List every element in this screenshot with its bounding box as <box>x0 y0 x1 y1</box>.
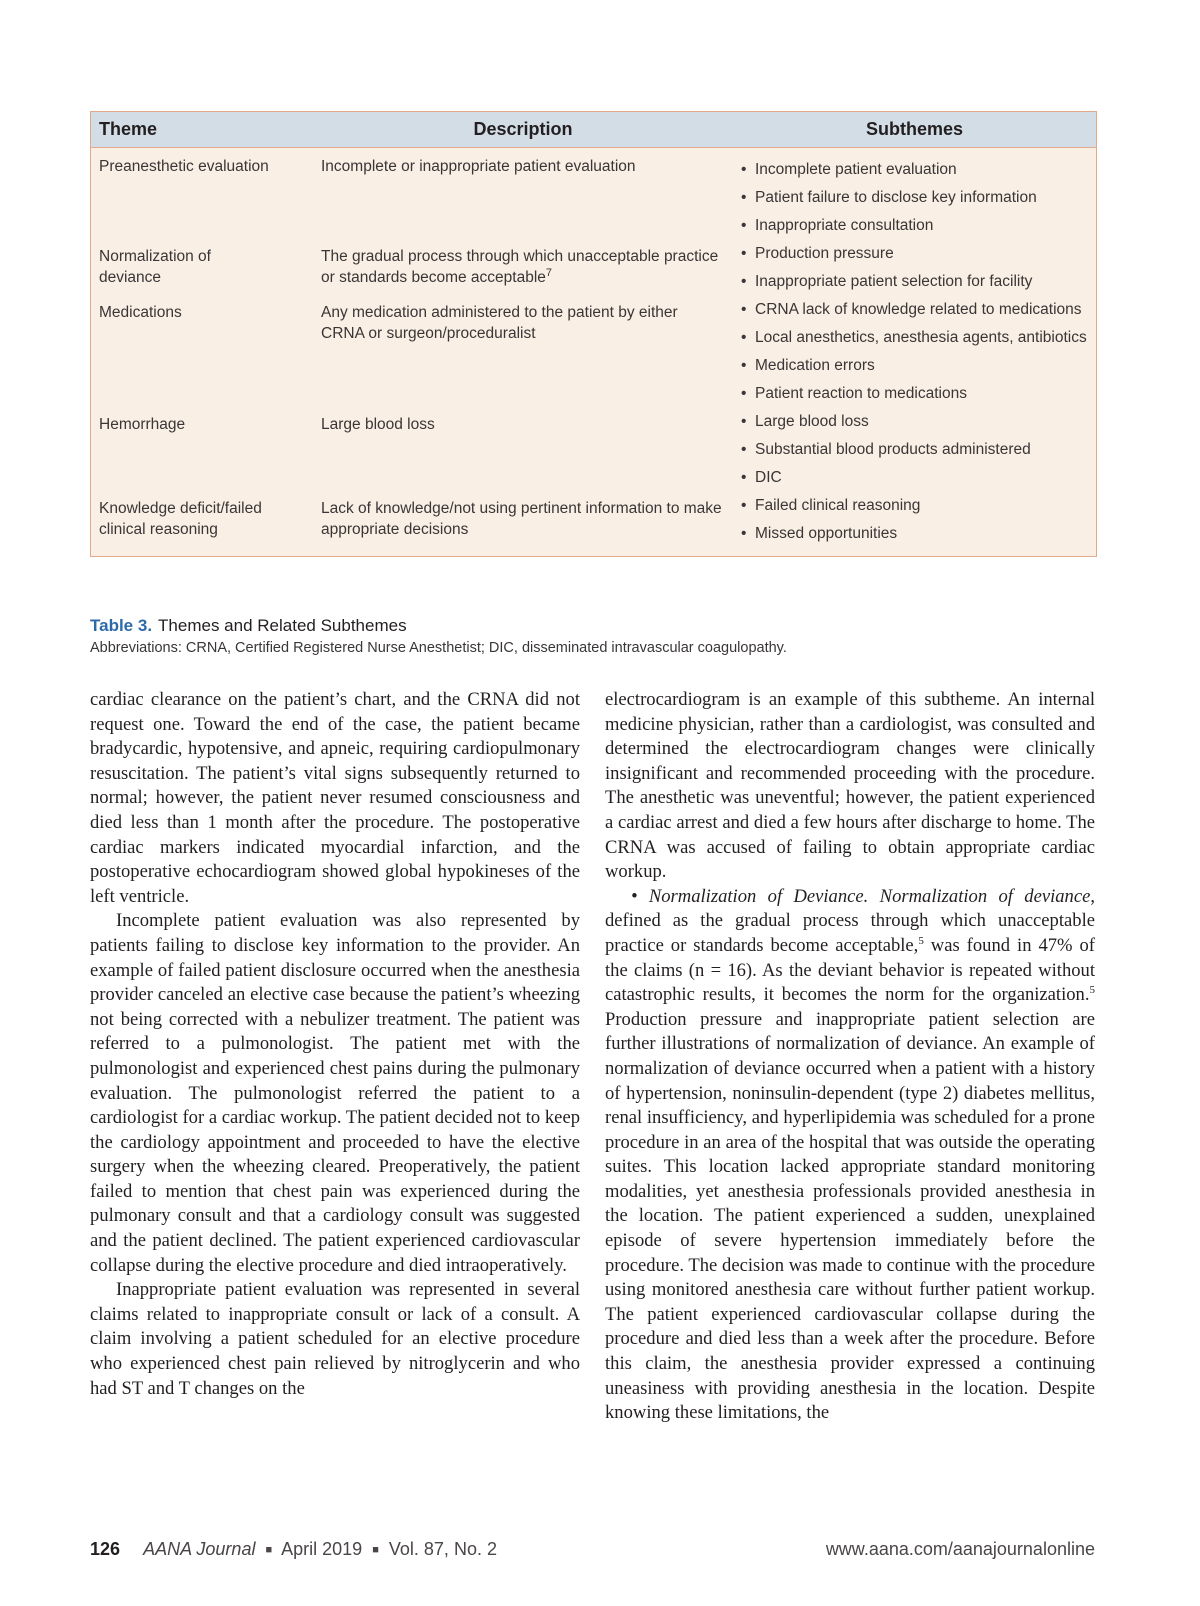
body-paragraph: electrocardiogram is an example of this subtheme. An internal medicine physician, rather than a cardiologist, was consulted and determined the electrocardiogram changes were clinically insignificant and recommended proceeding with the procedure. The anesthetic was uneventful; however, the patient experienced a cardiac arrest and died a few hours after discharge to home. The CRNA was accused of failing to obtain appropriate cardiac workup. <box>605 689 1095 883</box>
body-paragraph: cardiac clearance on the patient’s chart, and the CRNA did not request one. Toward the end of the case, the patient became bradycardic, hypotensive, and apneic, requiring cardiopulmonary resuscitation. The patient’s vital signs subsequently returned to normal; however, the patient never resumed consciousness and died less than 1 month after the procedure. The postoperative cardiac markers indicated myocardial infarction, and the postoperative echocardiogram showed global hypokineses of the left ventricle. <box>90 689 580 907</box>
body-column-right <box>605 688 1095 1426</box>
subtheme-item: • Patient failure to disclose key information <box>741 184 1088 212</box>
table-label: Table 3. <box>90 616 153 635</box>
description-cell: Any medication administered to the patient by either CRNA or surgeon/proceduralist <box>321 304 678 342</box>
table-caption <box>90 616 407 636</box>
subtheme-item: • Substantial blood products administered <box>741 436 1088 464</box>
reference-mark: 7 <box>545 266 553 279</box>
header-description: Description <box>313 112 733 148</box>
table-abbreviations: Abbreviations: CRNA, Certified Registered Nurse Anesthetist; DIC, disseminated intravascular coagulopathy. <box>90 640 787 656</box>
section-heading: • Normalization of Deviance. <box>631 885 869 907</box>
reference-mark: 5 <box>918 934 924 947</box>
table-row <box>91 240 1096 296</box>
theme-cell: Normalization of deviance <box>99 248 211 286</box>
subtheme-item: • Medication errors <box>741 352 1088 380</box>
separator-icon: ■ <box>372 1544 379 1556</box>
subtheme-item: • Large blood loss <box>741 408 1088 436</box>
page-footer <box>90 1539 1095 1560</box>
subtheme-item: • Patient reaction to medications <box>741 380 1088 408</box>
subthemes-cell <box>733 296 1096 408</box>
body-paragraph: Inappropriate patient evaluation was represented in several claims related to inappropriate consult or lack of a consult. A claim involving a patient scheduled for an elective procedure who experienced chest pain relieved by nitroglycerin and who had ST and T changes on the <box>90 1279 580 1399</box>
subtheme-item: • Production pressure <box>741 240 1088 268</box>
defined-term: Normalization of deviance <box>879 885 1091 907</box>
journal-name: AANA Journal <box>143 1539 256 1559</box>
subthemes-cell <box>733 148 1096 241</box>
body-text: was found in 47% of the claims (n = 16). As the deviant behavior is repeated without catastrophic results, it becomes the norm for the organization. <box>605 934 1095 1006</box>
subtheme-item: • Local anesthetics, anesthesia agents, antibiotics <box>741 324 1088 352</box>
header-subthemes: Subthemes <box>733 112 1096 148</box>
header-theme: Theme <box>91 112 313 148</box>
description-text: The gradual process through which unacceptable practice or standards become acceptable <box>321 248 719 286</box>
reference-mark: 5 <box>1089 983 1095 996</box>
theme-cell: Preanesthetic evaluation <box>99 158 269 175</box>
body-paragraph <box>605 885 1095 1426</box>
journal-url[interactable]: www.aana.com/aanajournalonline <box>825 1539 1095 1559</box>
separator-icon: ■ <box>265 1544 273 1556</box>
description-cell: Large blood loss <box>321 416 435 433</box>
issue-date: April 2019 <box>281 1539 363 1559</box>
subthemes-cell <box>733 492 1096 556</box>
description-cell: Incomplete or inappropriate patient evaluation <box>321 158 636 175</box>
subtheme-item: • Inappropriate consultation <box>741 212 1088 240</box>
subthemes-cell <box>733 240 1096 296</box>
theme-cell: Hemorrhage <box>99 416 186 433</box>
table-row <box>91 492 1096 556</box>
body-column-left <box>90 688 580 1401</box>
volume-info: Vol. 87, No. 2 <box>388 1539 497 1559</box>
subtheme-item: • DIC <box>741 464 1088 492</box>
page-number: 126 <box>90 1539 121 1559</box>
subthemes-cell <box>733 408 1096 492</box>
table-title: Themes and Related Subthemes <box>158 616 407 635</box>
table-row <box>91 296 1096 408</box>
body-text: , defined as the gradual process through which unacceptable practice or standards become acceptable, <box>605 885 1096 956</box>
description-cell: Lack of knowledge/not using pertinent information to make appropriate decisions <box>321 500 722 538</box>
subtheme-item: • Missed opportunities <box>741 520 1088 548</box>
subtheme-item: • Inappropriate patient selection for facility <box>741 268 1088 296</box>
description-cell <box>313 240 733 296</box>
subtheme-item: • CRNA lack of knowledge related to medications <box>741 296 1088 324</box>
table-row <box>91 408 1096 492</box>
theme-cell: Knowledge deficit/failed clinical reasoning <box>99 500 262 538</box>
table-row <box>91 148 1096 241</box>
themes-table <box>90 111 1097 557</box>
body-paragraph: Incomplete patient evaluation was also represented by patients failing to disclose key information to the provider. An example of failed patient disclosure occurred when the anesthesia provider canceled an elective case because the patient’s wheezing not being corrected with a nebulizer treatment. The patient was referred to a pulmonologist. The patient met with the pulmonologist and experienced chest pains during the pulmonary evaluation. The pulmonologist referred the patient to a cardiologist for a cardiac workup. The patient decided not to keep the cardiology appointment and proceeded to have the elective surgery when the wheezing cleared. Preoperatively, the patient failed to mention that chest pain was experienced during the pulmonary consult and that a cardiology consult was suggested and the patient declined. The patient experienced cardiovascular collapse during the elective procedure and died intraoperatively. <box>90 910 580 1276</box>
subtheme-item: • Incomplete patient evaluation <box>741 156 1088 184</box>
subtheme-item: • Failed clinical reasoning <box>741 492 1088 520</box>
theme-cell: Medications <box>99 304 182 321</box>
table-header-row <box>91 112 1096 148</box>
body-text: Production pressure and inappropriate patient selection are further illustrations of normalization of deviance. An example of normalization of deviance occurred when a patient with a history of hypertension, noninsulin-dependent (type 2) diabetes mellitus, renal insufficiency, and hyperlipidemia was scheduled for a prone procedure in an area of the hospital that was outside the operating suites. This location lacked appropriate standard monitoring modalities, yet anesthesia professionals provided anesthesia in the location. The patient experienced a sudden, unexplained episode of severe hypertension immediately before the procedure. The decision was made to continue with the procedure using monitored anesthesia care without further patient workup. The patient experienced cardiovascular collapse during the procedure and died less than a week after the procedure. Before this claim, the anesthesia provider expressed a continuing uneasiness with providing anesthesia in the location. Despite knowing these limitations, the <box>605 1008 1095 1424</box>
